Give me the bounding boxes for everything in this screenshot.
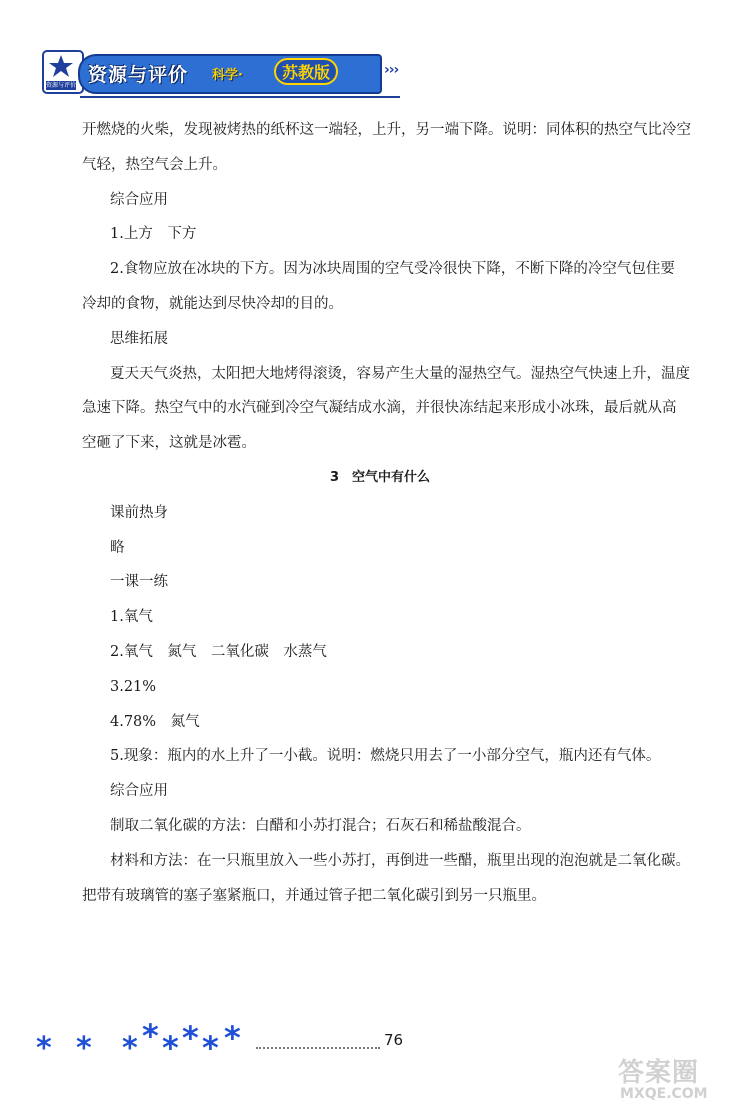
- text-line: 制取二氧化碳的方法：白醋和小苏打混合；石灰石和稀盐酸混合。: [110, 817, 531, 834]
- section-title: 3 空气中有什么: [329, 469, 431, 485]
- text-line: 材料和方法：在一只瓶里放入一些小苏打，再倒进一些醋，瓶里出现的泡泡就是二氧化碳。: [110, 852, 690, 869]
- subject-tag: 科学·: [212, 68, 243, 83]
- chevron-right-icon: ›››: [384, 62, 399, 78]
- dotted-leader: [256, 1035, 380, 1049]
- watermark-url: MXQE.COM: [620, 1086, 708, 1102]
- text-line: 思维拓展: [110, 330, 168, 347]
- text-line: 2.氧气 氮气 二氧化碳 水蒸气: [110, 643, 327, 660]
- text-line: 冷却的食物，就能达到尽快冷却的目的。: [82, 295, 343, 312]
- star-icon: *: [36, 1031, 52, 1066]
- text-line: 2.食物应放在冰块的下方。因为冰块周围的空气受冷很快下降，不断下降的冷空气包住要: [110, 261, 675, 278]
- text-line: 夏天天气炎热，太阳把大地烤得滚烫，容易产生大量的湿热空气。湿热空气快速上升，温度: [110, 365, 690, 382]
- star-icon: *: [202, 1029, 219, 1067]
- star-icon: *: [142, 1017, 159, 1055]
- logo-caption: 资源与评价: [46, 82, 77, 89]
- star-icon: *: [162, 1029, 179, 1067]
- answer-text-body: [82, 118, 691, 918]
- watermark-title: 答案圈: [618, 1058, 700, 1088]
- page-number: 76: [384, 1031, 404, 1049]
- text-line: 1.氧气: [110, 609, 153, 626]
- text-line: 课前热身: [110, 504, 168, 521]
- star-icon: *: [224, 1019, 241, 1057]
- series-title: 资源与评价: [88, 64, 189, 86]
- star-icon: *: [122, 1031, 138, 1066]
- text-line: 综合应用: [110, 783, 168, 800]
- edition-badge: 苏教版: [274, 58, 338, 85]
- text-line: 略: [110, 539, 125, 556]
- text-line: 气轻，热空气会上升。: [82, 156, 227, 173]
- text-line: 1.上方 下方: [110, 226, 197, 243]
- text-line: 5.现象：瓶内的水上升了一小截。说明：燃烧只用去了一小部分空气，瓶内还有气体。: [110, 748, 661, 765]
- text-line: 把带有玻璃管的塞子塞紧瓶口，并通过管子把二氧化碳引到另一只瓶里。: [82, 887, 546, 904]
- text-line: 4.78% 氮气: [110, 713, 200, 730]
- text-line: 开燃烧的火柴，发现被烤热的纸杯这一端轻，上升，另一端下降。说明：同体积的热空气比冷空: [82, 122, 691, 138]
- page-footer: [30, 1017, 404, 1067]
- text-line: 3.21%: [110, 678, 157, 695]
- star-icon: *: [76, 1031, 92, 1066]
- text-line: 空砸了下来，这就是冰雹。: [82, 435, 256, 452]
- star-icon: *: [182, 1019, 199, 1057]
- text-line: 一课一练: [110, 574, 168, 591]
- watermark: [612, 1052, 748, 1112]
- star-flower-icon: [44, 52, 78, 80]
- text-line: 急速下降。热空气中的水汽碰到冷空气凝结成水滴，并很快冻结起来形成小冰珠，最后就从高: [82, 400, 677, 417]
- text-line: 综合应用: [110, 191, 168, 208]
- page-header: [42, 46, 402, 98]
- header-divider: [80, 96, 400, 98]
